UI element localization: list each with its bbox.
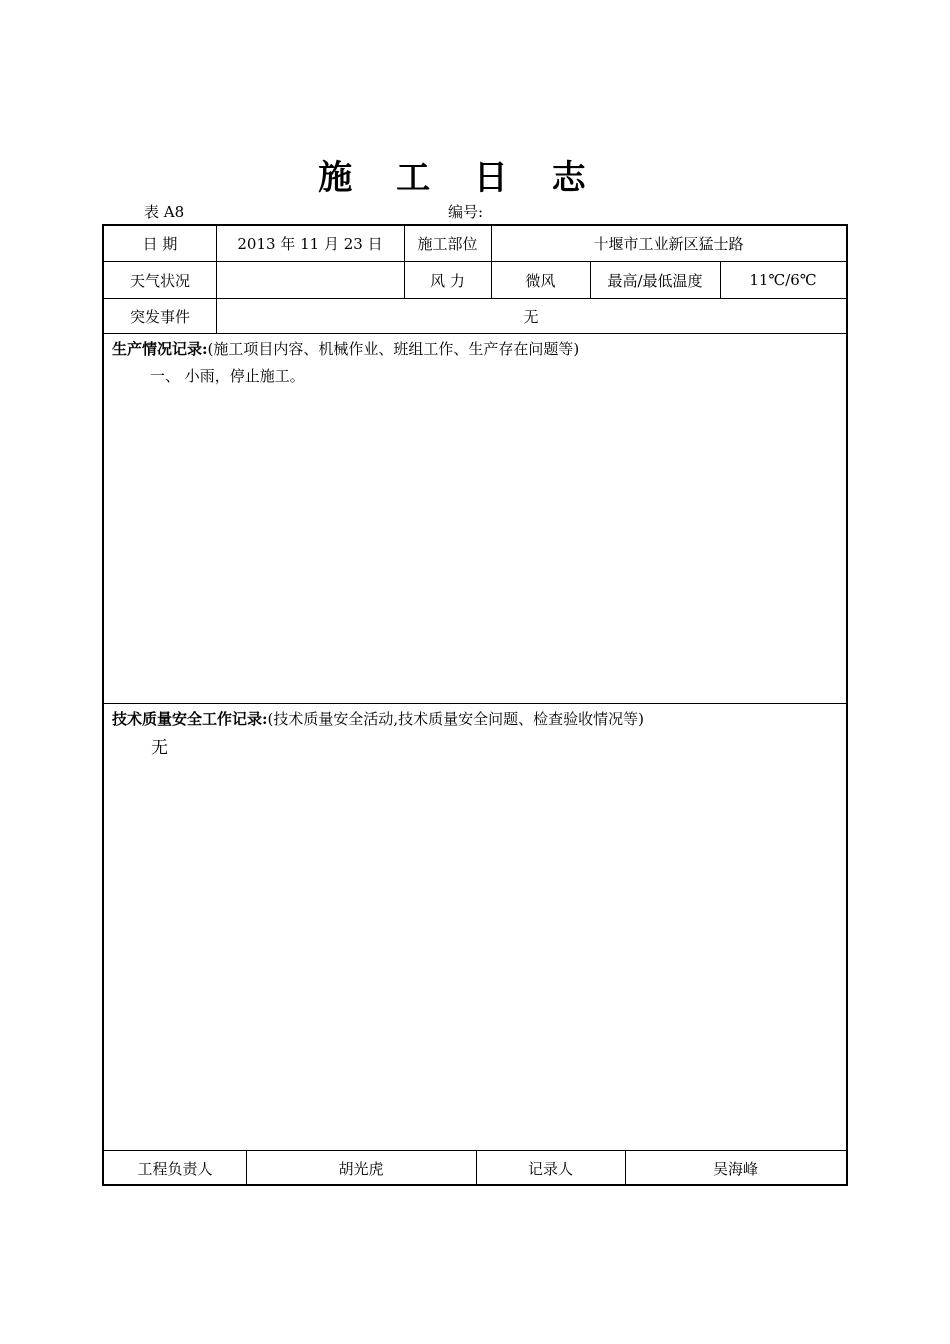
weather-label: 天气状况 [129, 271, 190, 290]
tech-heading-bold: 技术质量安全工作记录: [112, 710, 268, 728]
recorder-label: 记录人 [527, 1160, 573, 1178]
serial-number-label: 编号: [448, 203, 484, 221]
project-manager-value: 胡光虎 [338, 1160, 384, 1178]
production-record-content: 一、 小雨，停止施工。 [150, 367, 305, 385]
row-divider [104, 703, 846, 704]
wind-value: 微风 [525, 271, 556, 290]
date-label: 日 期 [142, 235, 178, 253]
date-value: 2013 年 11 月 23 日 [237, 235, 383, 253]
weather-value [216, 262, 404, 298]
row-divider [104, 333, 846, 334]
tech-heading-note: (技术质量安全活动,技术质量安全问题、检查验收情况等) [267, 710, 645, 728]
tech-safety-record-content: 无 [151, 738, 168, 758]
incident-value: 无 [523, 307, 539, 326]
recorder-value: 吴海峰 [712, 1160, 758, 1178]
location-value: 十堰市工业新区猛士路 [593, 235, 744, 253]
form-id: 表 A8 [144, 203, 185, 221]
tech-safety-record-heading [112, 708, 644, 729]
wind-label: 风 力 [430, 271, 465, 290]
production-record-heading [112, 338, 579, 359]
document-title: 施 工 日 志 [318, 158, 602, 198]
temperature-value: 11℃/6℃ [749, 271, 817, 289]
temperature-label: 最高/最低温度 [607, 271, 703, 290]
incident-label: 突发事件 [129, 307, 190, 326]
construction-log-form [102, 224, 848, 1186]
location-label: 施工部位 [417, 235, 478, 253]
project-manager-label: 工程负责人 [137, 1160, 213, 1178]
production-heading-note: (施工项目内容、机械作业、班组工作、生产存在问题等) [207, 340, 580, 358]
production-heading-bold: 生产情况记录: [112, 340, 208, 358]
